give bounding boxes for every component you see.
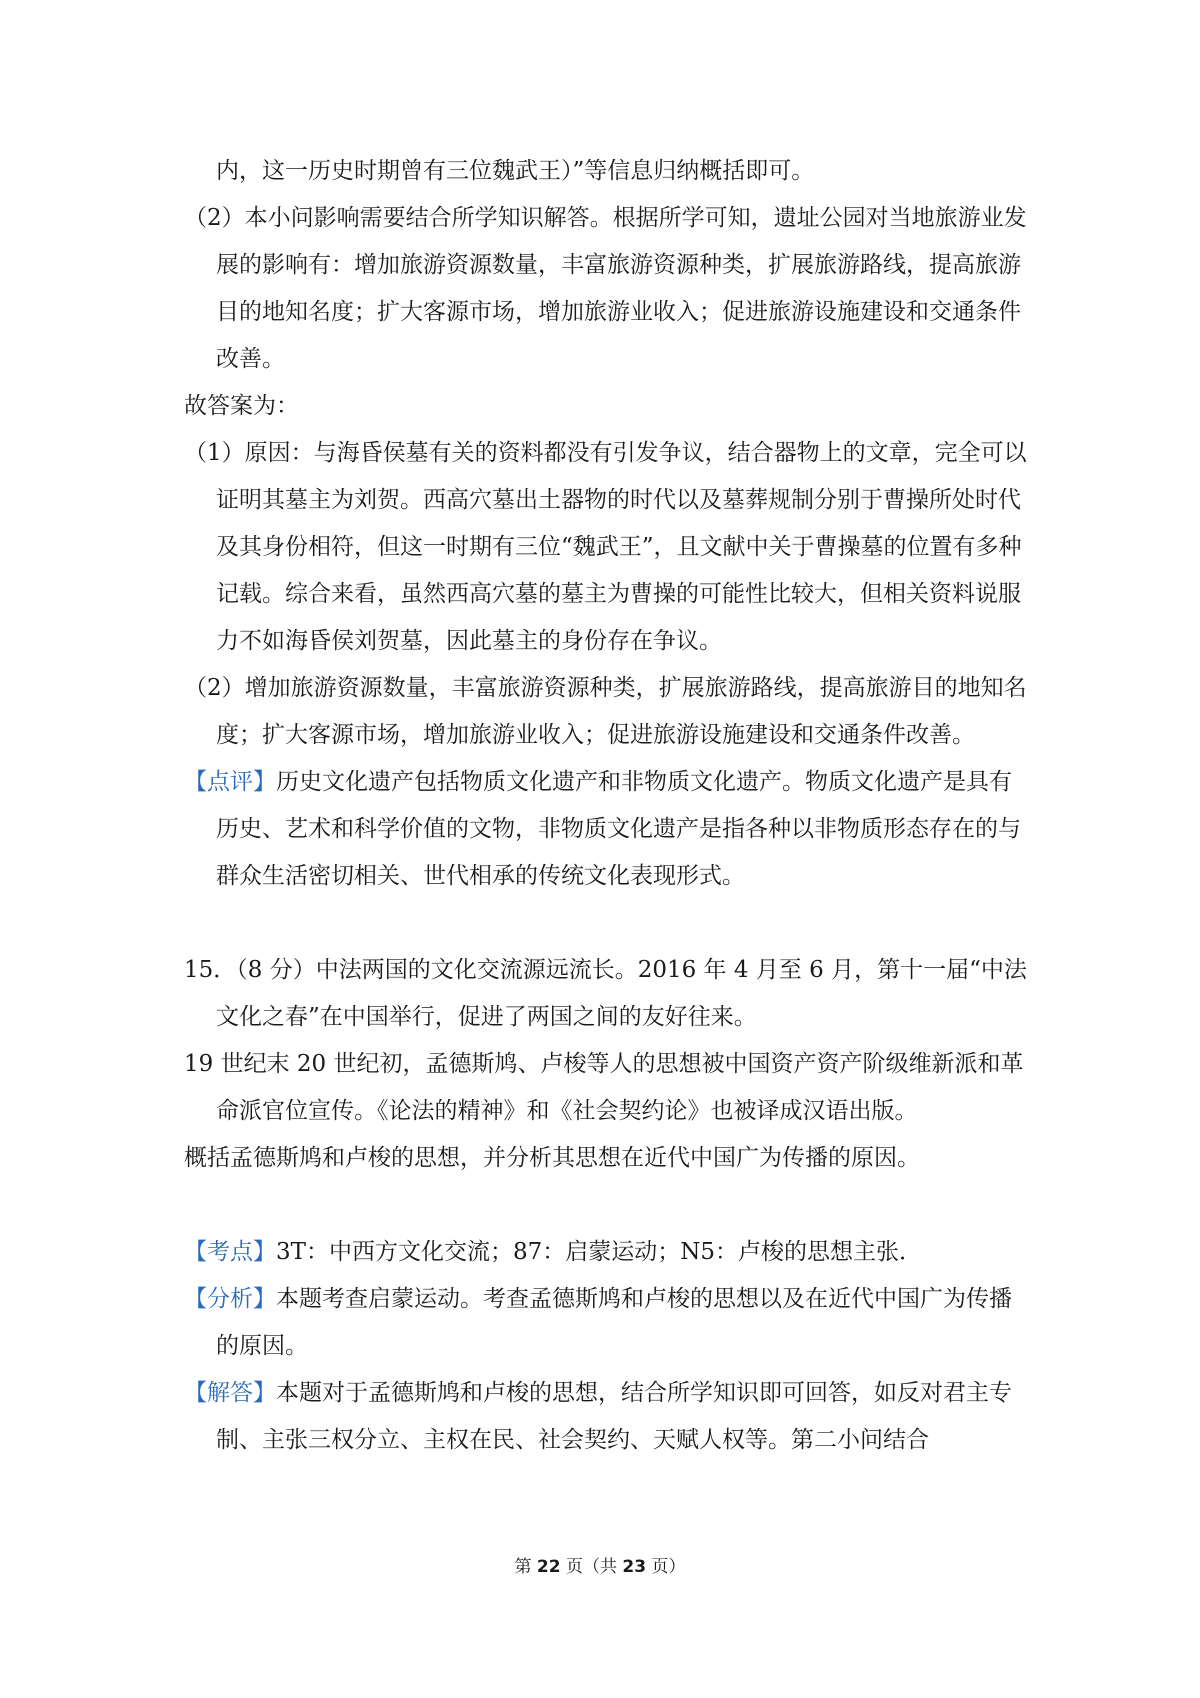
paragraph-continuation: 内，这一历史时期曾有三位魏武王）”等信息归纳概括即可。 [216,158,815,184]
spacer [184,1182,1034,1229]
footer-current-page: 22 [536,1557,561,1577]
answer-heading: 故答案为： [184,393,299,419]
page-content [184,148,1034,1464]
page-footer [0,1552,1200,1577]
kaodian-text: 3T：中西方文化交流；87：启蒙运动；N5：卢梭的思想主张． [276,1239,922,1265]
footer-total-pages: 23 [622,1557,647,1577]
fenxi-tag: 【分析】 [184,1286,276,1312]
comment-paragraph [184,759,1034,900]
question-15-intro: 15．（8 分）中法两国的文化交流源远流长。2016 年 4 月至 6 月，第十一届“中法文化之春”在中国举行，促进了两国之间的友好往来。 [184,957,1027,1030]
question-15-prompt: 概括孟德斯鸠和卢梭的思想，并分析其思想在近代中国广为传播的原因。 [184,1145,920,1171]
answer-1: （1）原因：与海昏侯墓有关的资料都没有引发争议，结合器物上的文章，完全可以证明其墓主为刘贺。西高穴墓出土器物的时代以及墓葬规制分别于曹操所处时代及其身份相符，但这一时期有三位“魏武王”，且文献中关于曹操墓的位置有多种记载。综合来看，虽然西高穴墓的墓主为曹操的可能性比较大，但相关资料说服力不如海昏侯刘贺墓，因此墓主的身份存在争议。 [184,440,1027,654]
comment-text: 历史文化遗产包括物质文化遗产和非物质文化遗产。物质文化遗产是具有历史、艺术和科学价值的文物，非物质文化遗产是指各种以非物质形态存在的与群众生活密切相关、世代相承的传统文化表现形式。 [216,769,1021,889]
footer-pre: 第 [514,1557,537,1577]
spacer [184,900,1034,947]
footer-mid: 页（共 [560,1557,623,1577]
comment-tag: 【点评】 [184,769,276,795]
kaodian-tag: 【考点】 [184,1239,276,1265]
question-15-context: 19 世纪末 20 世纪初，孟德斯鸠、卢梭等人的思想被中国资产资产阶级维新派和革命派官位宣传。《论法的精神》和《社会契约论》也被译成汉语出版。 [184,1051,1024,1124]
footer-post: 页） [646,1557,686,1577]
fenxi-paragraph [184,1276,1034,1370]
jieda-paragraph [184,1370,1034,1464]
jieda-text: 本题对于孟德斯鸠和卢梭的思想，结合所学知识即可回答，如反对君主专制、主张三权分立、主权在民、社会契约、天赋人权等。第二小问结合 [216,1380,1012,1453]
jieda-tag: 【解答】 [184,1380,276,1406]
kaodian-paragraph [184,1229,1034,1276]
answer-2: （2）增加旅游资源数量，丰富旅游资源种类，扩展旅游路线，提高旅游目的地知名度；扩大客源市场，增加旅游业收入；促进旅游设施建设和交通条件改善。 [184,675,1027,748]
paragraph-analysis-2: （2）本小问影响需要结合所学知识解答。根据所学可知，遗址公园对当地旅游业发展的影响有：增加旅游资源数量，丰富旅游资源种类，扩展旅游路线，提高旅游目的地知名度；扩大客源市场，增加旅游业收入；促进旅游设施建设和交通条件改善。 [184,205,1027,372]
fenxi-text: 本题考查启蒙运动。考查孟德斯鸠和卢梭的思想以及在近代中国广为传播的原因。 [216,1286,1012,1359]
